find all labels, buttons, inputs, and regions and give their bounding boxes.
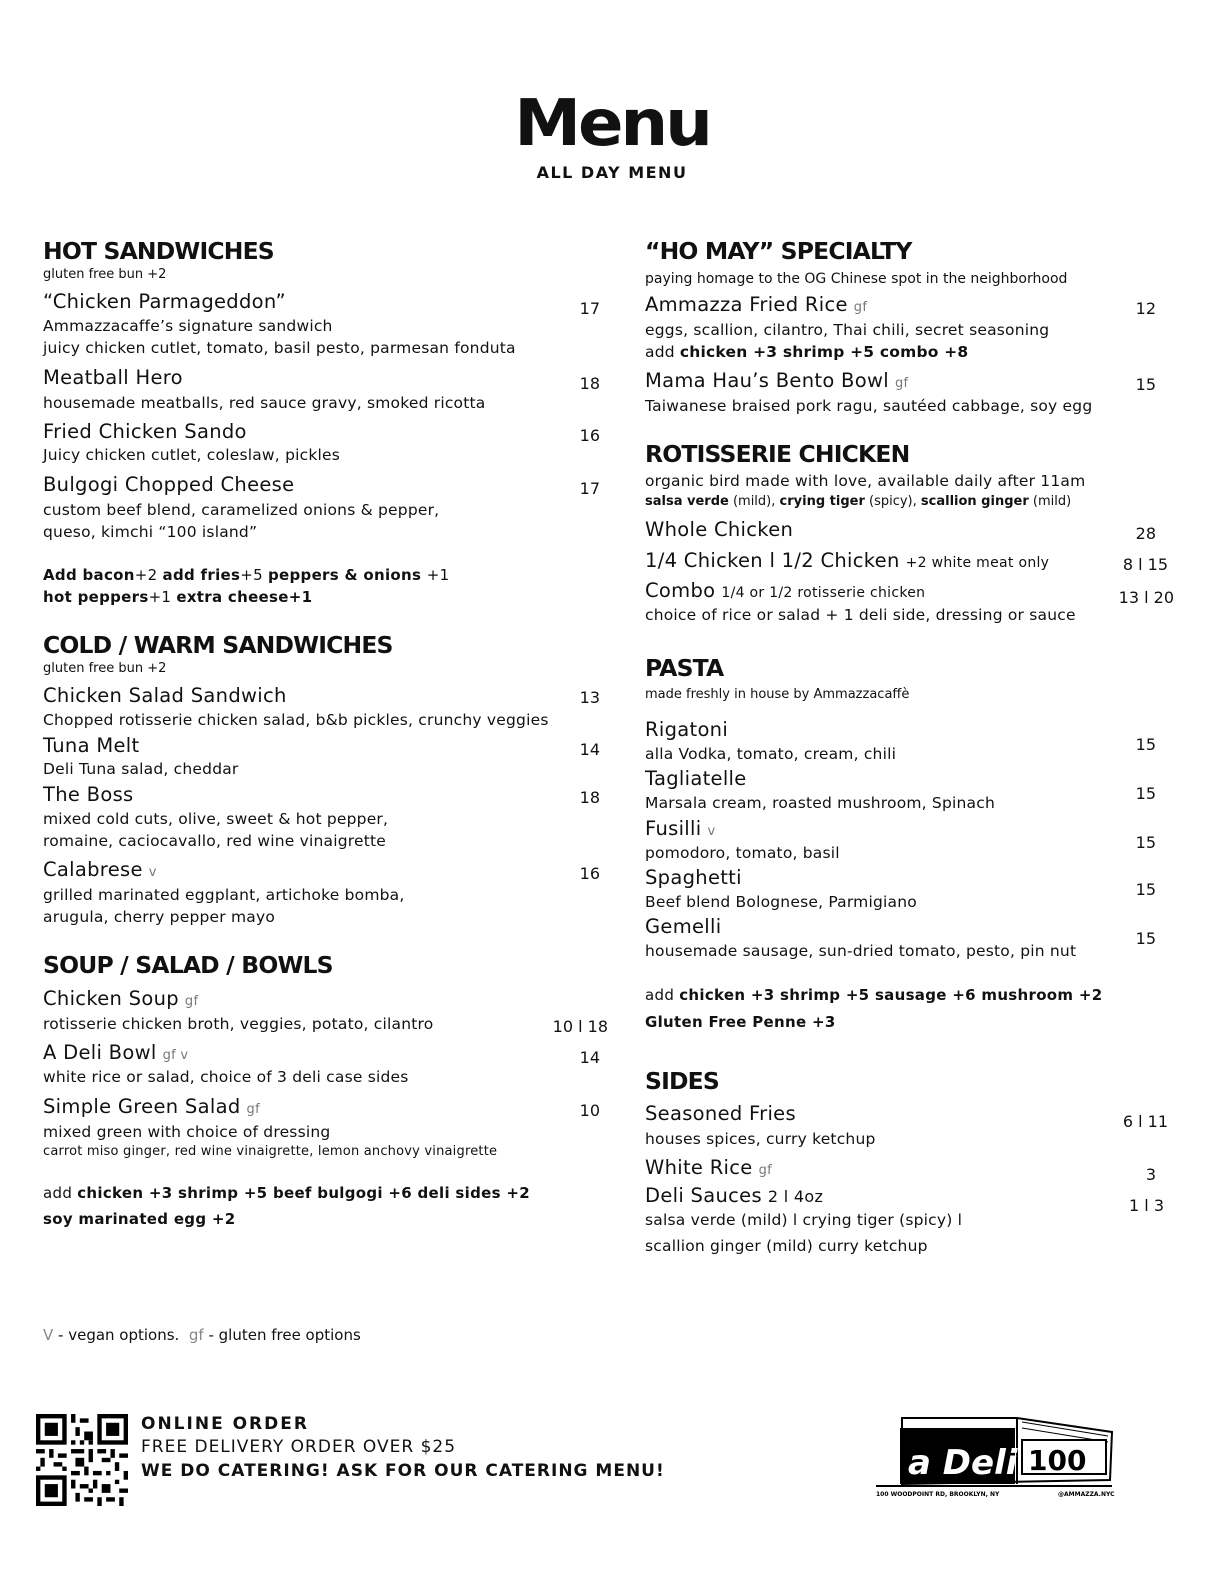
item-name: Mama Hau’s Bento Bowl gf (645, 369, 909, 392)
addon-line: add chicken +3 shrimp +5 beef bulgogi +6 deli sides +2 (43, 1184, 530, 1202)
catering-note: WE DO CATERING! ASK FOR OUR CATERING MENU! (141, 1461, 665, 1481)
addon-line: soy marinated egg +2 (43, 1210, 236, 1228)
item-description: Beef blend Bolognese, Parmigiano (645, 893, 917, 911)
gluten-free-tag: gf (894, 376, 909, 391)
item-name: Fried Chicken Sando (43, 420, 247, 443)
item-name: Tagliatelle (645, 767, 747, 790)
qr-code-icon[interactable] (36, 1414, 128, 1506)
item-price: 18 (579, 788, 600, 807)
item-name: Gemelli (645, 915, 722, 938)
addon-line: Gluten Free Penne +3 (645, 1013, 836, 1031)
menu-title: Menu (514, 87, 710, 161)
section-title-ho-may: “HO MAY” SPECIALTY (645, 239, 912, 265)
item-description: eggs, scallion, cilantro, Thai chili, secret seasoning (645, 321, 1050, 339)
item-description: mixed green with choice of dressing (43, 1123, 331, 1141)
section-note: organic bird made with love, available daily after 11am (645, 472, 1086, 490)
item-description: Ammazzacaffe’s signature sandwich (43, 317, 333, 335)
item-price: 16 (579, 426, 600, 445)
item-description: grilled marinated eggplant, artichoke bomba, (43, 886, 405, 904)
item-name: Bulgogi Chopped Cheese (43, 473, 295, 496)
item-name: Calabrese v (43, 858, 157, 881)
a-deli-100-logo (872, 1410, 1116, 1500)
item-name: Whole Chicken (645, 518, 794, 541)
delivery-note: FREE DELIVERY ORDER OVER $25 (141, 1437, 457, 1457)
addon-line: add chicken +3 shrimp +5 sausage +6 mushroom +2 (645, 986, 1103, 1004)
section-title-pasta: PASTA (645, 656, 724, 682)
item-price: 14 (579, 740, 600, 759)
item-name: Spaghetti (645, 866, 742, 889)
item-name: “Chicken Parmageddon” (43, 290, 286, 313)
item-description: houses spices, curry ketchup (645, 1130, 876, 1148)
menu-subtitle: ALL DAY MENU (536, 163, 688, 182)
dietary-legend: V - vegan options. gf - gluten free options (43, 1326, 361, 1344)
item-price: 15 (1135, 735, 1156, 754)
item-name: 1/4 Chicken l 1/2 Chicken +2 white meat only (645, 549, 1050, 572)
section-title-cold-sandwiches: COLD / WARM SANDWICHES (43, 633, 393, 659)
item-price: 10 (579, 1101, 600, 1120)
section-note: gluten free bun +2 (43, 661, 167, 676)
section-title-hot-sandwiches: HOT SANDWICHES (43, 239, 274, 265)
item-price: 12 (1135, 299, 1156, 318)
item-description: juicy chicken cutlet, tomato, basil pesto, parmesan fonduta (43, 339, 516, 357)
section-note: made freshly in house by Ammazzacaffè (645, 687, 910, 702)
item-description: arugula, cherry pepper mayo (43, 908, 276, 926)
item-name: Rigatoni (645, 718, 729, 741)
addon-line: hot peppers+1 extra cheese+1 (43, 588, 313, 606)
section-note: gluten free bun +2 (43, 267, 167, 282)
item-name: The Boss (43, 783, 134, 806)
gluten-free-tag: gf (246, 1102, 260, 1117)
item-name: Deli Sauces 2 l 4oz (645, 1184, 824, 1207)
logo-handle: @AMMAZZA.NYC (1058, 1491, 1115, 1498)
item-description: housemade sausage, sun-dried tomato, pesto, pin nut (645, 942, 1077, 960)
item-price: 3 (1145, 1165, 1156, 1184)
item-price: 15 (1135, 375, 1156, 394)
item-price: 10 l 18 (552, 1017, 608, 1036)
item-name: Tuna Melt (43, 734, 140, 757)
item-price: 13 l 20 (1118, 588, 1174, 607)
vegan-tag: v (148, 865, 157, 880)
item-price: 15 (1135, 784, 1156, 803)
item-price: 15 (1135, 880, 1156, 899)
section-title-sides: SIDES (645, 1069, 719, 1095)
vegan-tag: v (707, 824, 716, 839)
item-name: Meatball Hero (43, 366, 183, 389)
item-description: choice of rice or salad + 1 deli side, dressing or sauce (645, 606, 1076, 624)
item-description: mixed cold cuts, olive, sweet & hot pepper, (43, 810, 389, 828)
logo-text: a Deli (908, 1443, 1018, 1483)
item-description: romaine, caciocavallo, red wine vinaigrette (43, 832, 387, 850)
item-description: scallion ginger (mild) curry ketchup (645, 1237, 928, 1255)
item-description: Juicy chicken cutlet, coleslaw, pickles (43, 446, 341, 464)
gluten-free-tag: gf (184, 994, 199, 1009)
item-price: 17 (579, 479, 600, 498)
online-order-link[interactable]: ONLINE ORDER (141, 1414, 309, 1434)
section-title-soup-salad: SOUP / SALAD / BOWLS (43, 953, 333, 979)
item-name: Simple Green Salad gf (43, 1095, 260, 1118)
section-note: paying homage to the OG Chinese spot in the neighborhood (645, 271, 1068, 287)
item-description: salsa verde (mild) l crying tiger (spicy) l (645, 1211, 963, 1229)
item-name: A Deli Bowl gf v (43, 1041, 189, 1064)
item-description: custom beef blend, caramelized onions & pepper, (43, 501, 440, 519)
item-price: 17 (579, 299, 600, 318)
item-description: add chicken +3 shrimp +5 combo +8 (645, 343, 969, 361)
item-price: 16 (579, 864, 600, 883)
item-name: Chicken Salad Sandwich (43, 684, 287, 707)
addon-line: Add bacon+2 add fries+5 peppers & onions +1 (43, 566, 450, 584)
item-description: Chopped rotisserie chicken salad, b&b pickles, crunchy veggies (43, 711, 549, 729)
item-price: 13 (579, 688, 600, 707)
gluten-free-tag: gf (853, 300, 868, 315)
item-description: alla Vodka, tomato, cream, chili (645, 745, 897, 763)
item-name: White Rice gf (645, 1156, 773, 1179)
item-price: 28 (1135, 524, 1156, 543)
item-name: Fusilli v (645, 817, 716, 840)
item-name: Seasoned Fries (645, 1102, 796, 1125)
item-name: Ammazza Fried Rice gf (645, 293, 868, 316)
item-price: 18 (579, 374, 600, 393)
item-price: 1 l 3 (1129, 1196, 1164, 1215)
item-name: Chicken Soup gf (43, 987, 199, 1010)
item-price: 14 (579, 1048, 600, 1067)
item-price: 6 l 11 (1122, 1112, 1168, 1131)
item-price: 15 (1135, 833, 1156, 852)
logo-number: 100 (1028, 1444, 1087, 1477)
sauce-list: salsa verde (mild), crying tiger (spicy), scallion ginger (mild) (645, 494, 1072, 509)
item-description: Marsala cream, roasted mushroom, Spinach (645, 794, 995, 812)
item-price: 15 (1135, 929, 1156, 948)
item-description: carrot miso ginger, red wine vinaigrette, lemon anchovy vinaigrette (43, 1144, 498, 1159)
item-description: housemade meatballs, red sauce gravy, smoked ricotta (43, 394, 486, 412)
item-price: 8 l 15 (1122, 555, 1168, 574)
item-description: Taiwanese braised pork ragu, sautéed cabbage, soy egg (645, 397, 1093, 415)
logo-address: 100 WOODPOINT RD, BROOKLYN, NY (876, 1491, 1000, 1498)
item-name: Combo 1/4 or 1/2 rotisserie chicken (645, 579, 926, 602)
item-description: queso, kimchi “100 island” (43, 523, 258, 541)
section-title-rotisserie: ROTISSERIE CHICKEN (645, 442, 910, 468)
item-description: Deli Tuna salad, cheddar (43, 760, 239, 778)
item-description: pomodoro, tomato, basil (645, 844, 840, 862)
gluten-free-tag: gf (758, 1163, 773, 1178)
item-description: white rice or salad, choice of 3 deli case sides (43, 1068, 409, 1086)
item-description: rotisserie chicken broth, veggies, potato, cilantro (43, 1015, 434, 1033)
diet-tag: gf v (162, 1048, 189, 1063)
